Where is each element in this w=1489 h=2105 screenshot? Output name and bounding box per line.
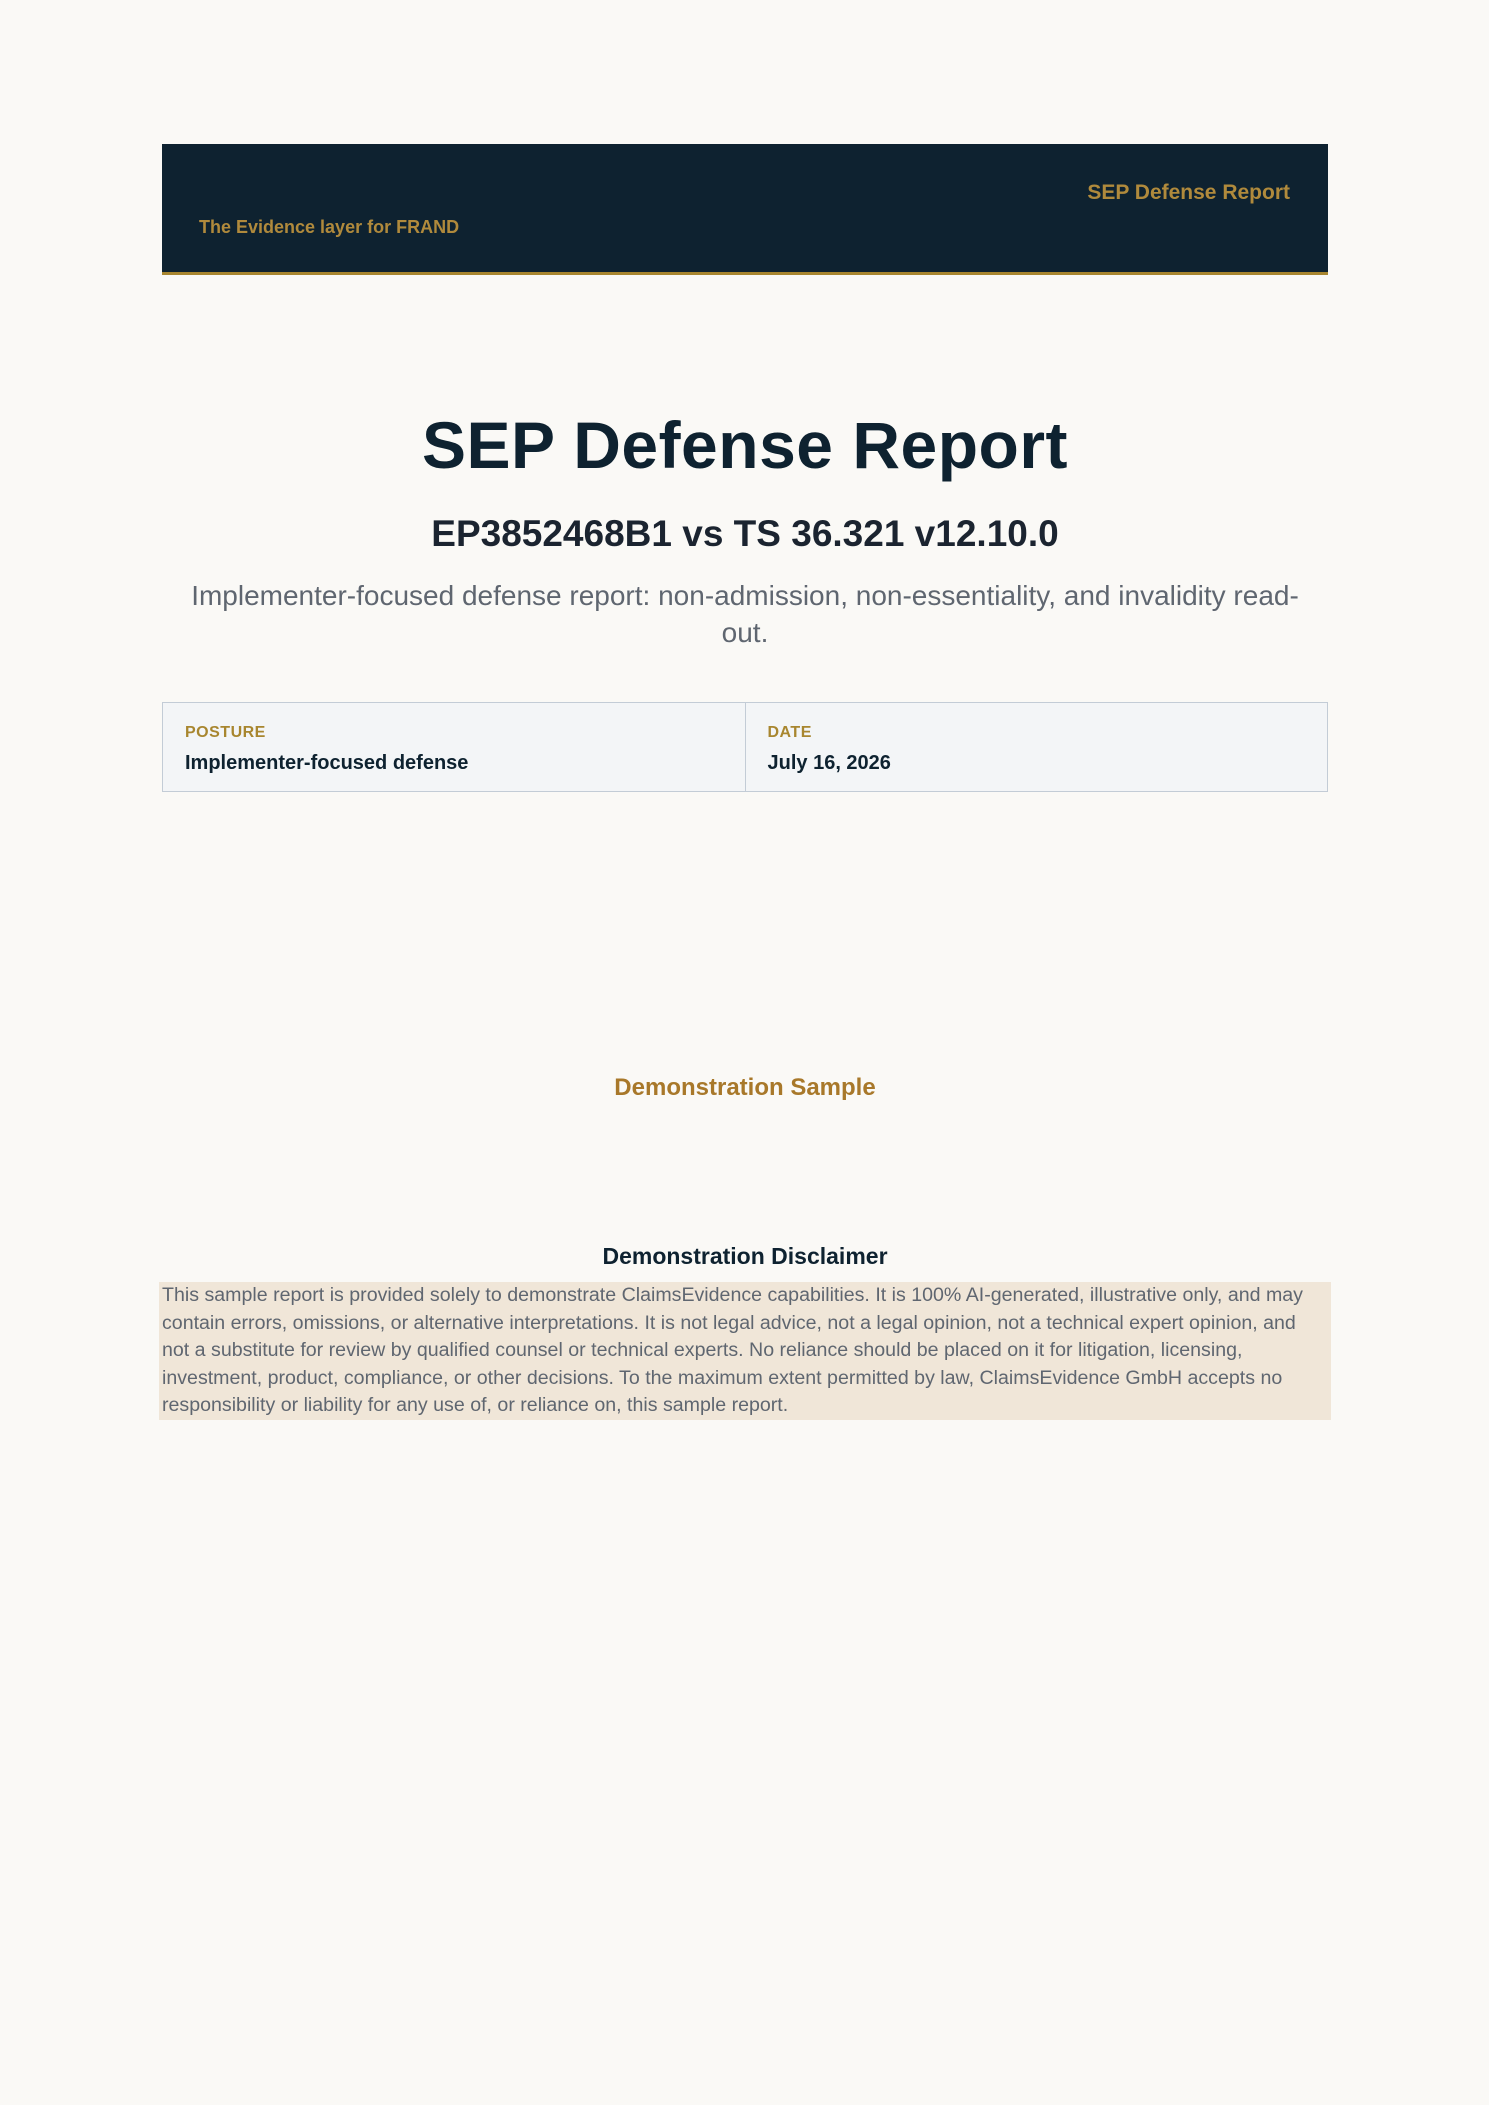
page-description: Implementer-focused defense report: non-admission, non-essentiality, and invalidity read-out. (191, 580, 1299, 648)
posture-value: Implementer-focused defense (185, 752, 469, 774)
header-tagline: The Evidence layer for FRAND (199, 217, 460, 237)
disclaimer-title: Demonstration Disclaimer (602, 1243, 888, 1269)
page-title: SEP Defense Report (422, 408, 1068, 482)
disclaimer-text: This sample report is provided solely to demonstrate ClaimsEvidence capabilities. It is 100% AI-generated, illustrative only, and may contain errors, omissions, or alternative interpretations. It is not legal advice, not a legal opinion, not a technical expert opinion, and not a substitute for review by qualified counsel or technical experts. No reliance should be placed on it for litigation, licensing, investment, product, compliance, or other decisions. To the maximum extent permitted by law, ClaimsEvidence GmbH accepts no responsibility or liability for any use of, or reliance on, this sample report. (159, 1282, 1331, 1420)
header-report-title: SEP Defense Report (1087, 181, 1290, 204)
date-label: DATE (767, 724, 812, 741)
meta-cell-posture (163, 703, 745, 791)
demonstration-sample-label: Demonstration Sample (614, 1074, 876, 1101)
meta-info-box (162, 702, 1328, 792)
date-value: July 16, 2026 (767, 752, 891, 774)
report-header-banner (162, 144, 1328, 275)
posture-label: POSTURE (185, 724, 266, 741)
meta-cell-date (745, 703, 1328, 791)
page-subtitle: EP3852468B1 vs TS 36.321 v12.10.0 (431, 513, 1059, 554)
